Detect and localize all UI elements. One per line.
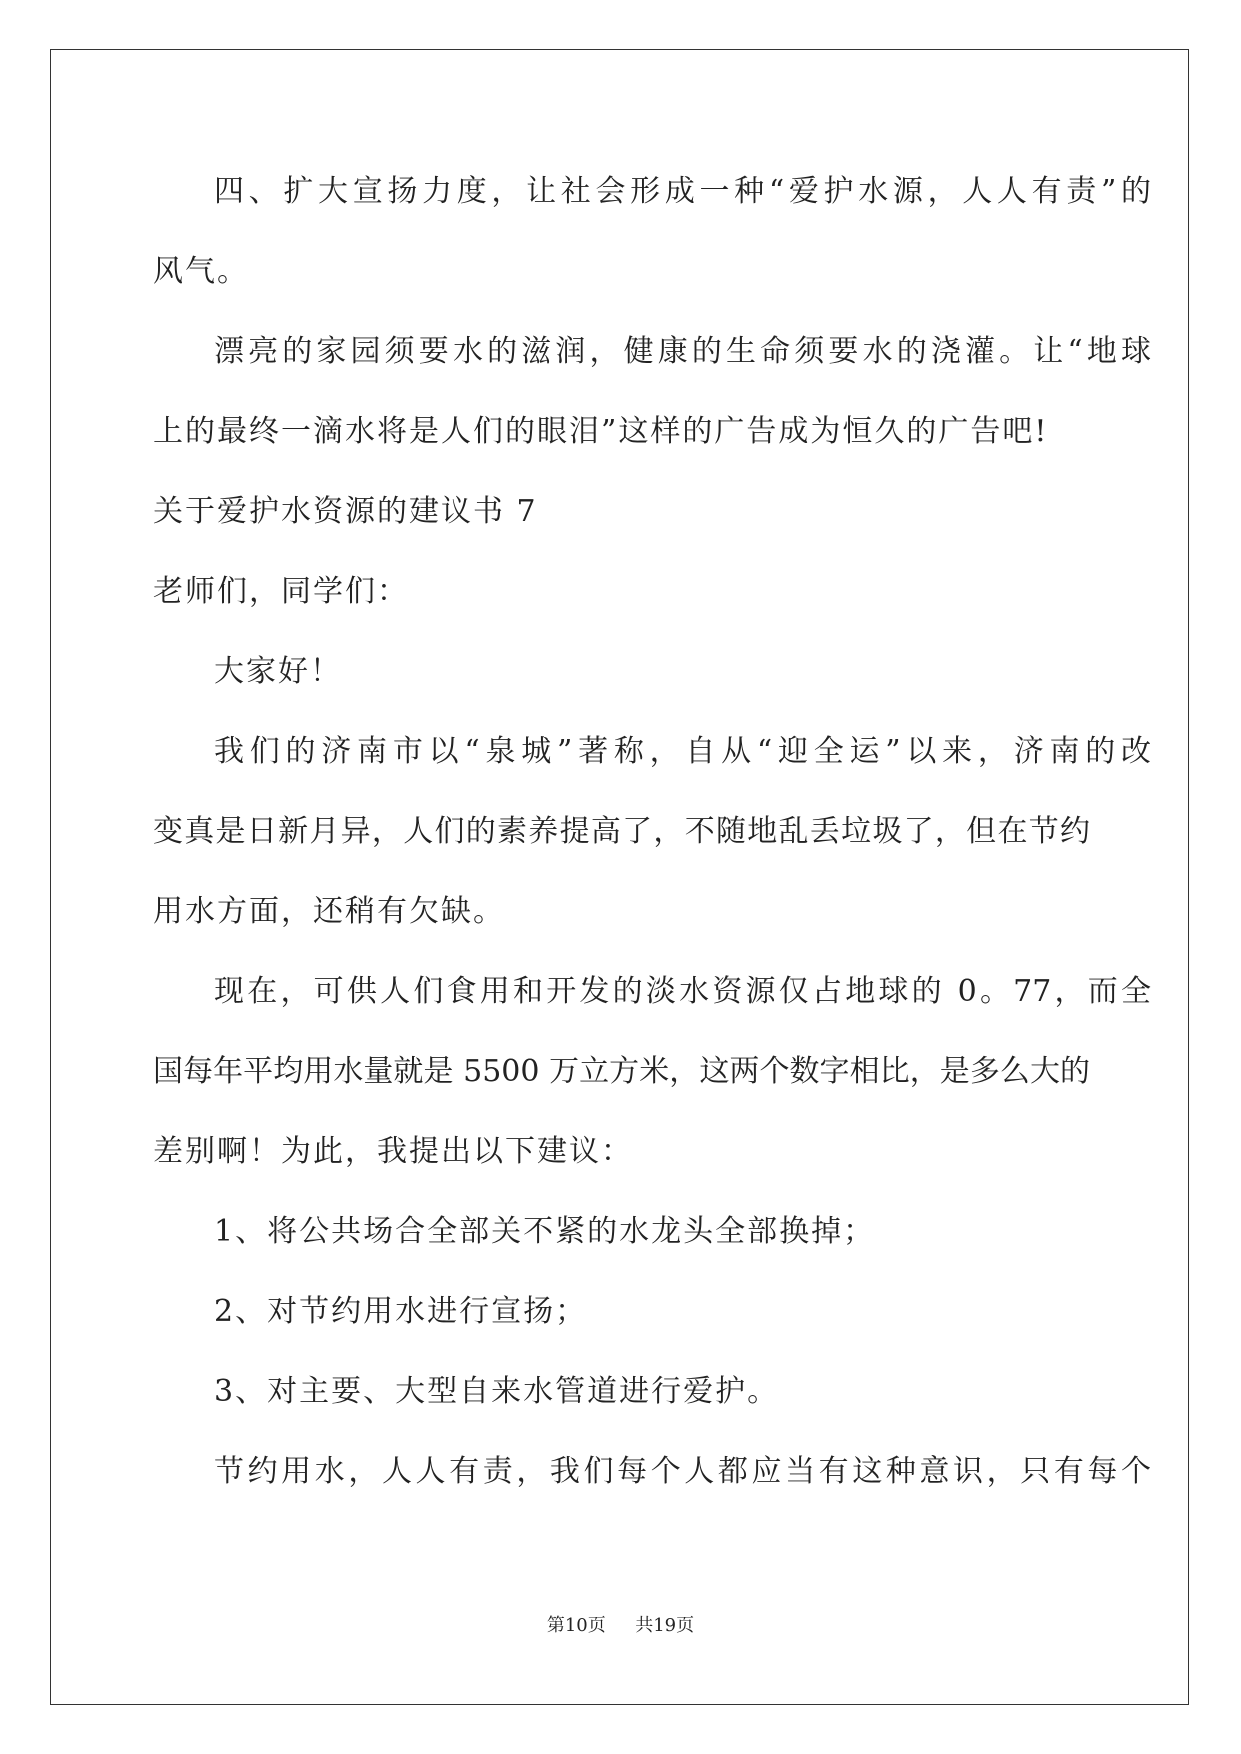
paragraph-line: 差别啊！为此，我提出以下建议： bbox=[153, 1134, 633, 1169]
paragraph-line: 变真是日新月异，人们的素养提高了，不随地乱丢垃圾了，但在节约 bbox=[153, 814, 1090, 849]
list-item: 3、对主要、大型自来水管道进行爱护。 bbox=[214, 1374, 780, 1409]
page-footer bbox=[0, 1614, 1241, 1638]
salutation: 老师们，同学们： bbox=[153, 574, 409, 609]
paragraph-line: 漂亮的家园须要水的滋润，健康的生命须要水的浇灌。让“地球 bbox=[214, 334, 1151, 369]
paragraph-line: 节约用水，人人有责，我们每个人都应当有这种意识，只有每个 bbox=[214, 1454, 1151, 1489]
list-item: 1、将公共场合全部关不紧的水龙头全部换掉； bbox=[214, 1214, 876, 1249]
paragraph-line: 我们的济南市以“泉城”著称，自从“迎全运”以来，济南的改 bbox=[214, 734, 1151, 769]
paragraph-line: 风气。 bbox=[153, 254, 249, 289]
paragraph-line: 上的最终一滴水将是人们的眼泪”这样的广告成为恒久的广告吧! bbox=[153, 414, 1049, 449]
greeting: 大家好！ bbox=[214, 654, 342, 689]
paragraph-line: 国每年平均用水量就是 5500 万立方米，这两个数字相比，是多么大的 bbox=[153, 1054, 1090, 1089]
page-number-current: 第10页 bbox=[546, 1615, 606, 1636]
paragraph-line: 四、扩大宣扬力度，让社会形成一种“爱护水源，人人有责”的 bbox=[214, 174, 1151, 209]
list-item: 2、对节约用水进行宣扬； bbox=[214, 1294, 588, 1329]
section-title: 关于爱护水资源的建议书 7 bbox=[153, 494, 538, 529]
paragraph-line: 用水方面，还稍有欠缺。 bbox=[153, 894, 505, 929]
page-number-total: 共19页 bbox=[635, 1615, 695, 1636]
paragraph-line: 现在，可供人们食用和开发的淡水资源仅占地球的 0。77，而全 bbox=[214, 974, 1151, 1009]
